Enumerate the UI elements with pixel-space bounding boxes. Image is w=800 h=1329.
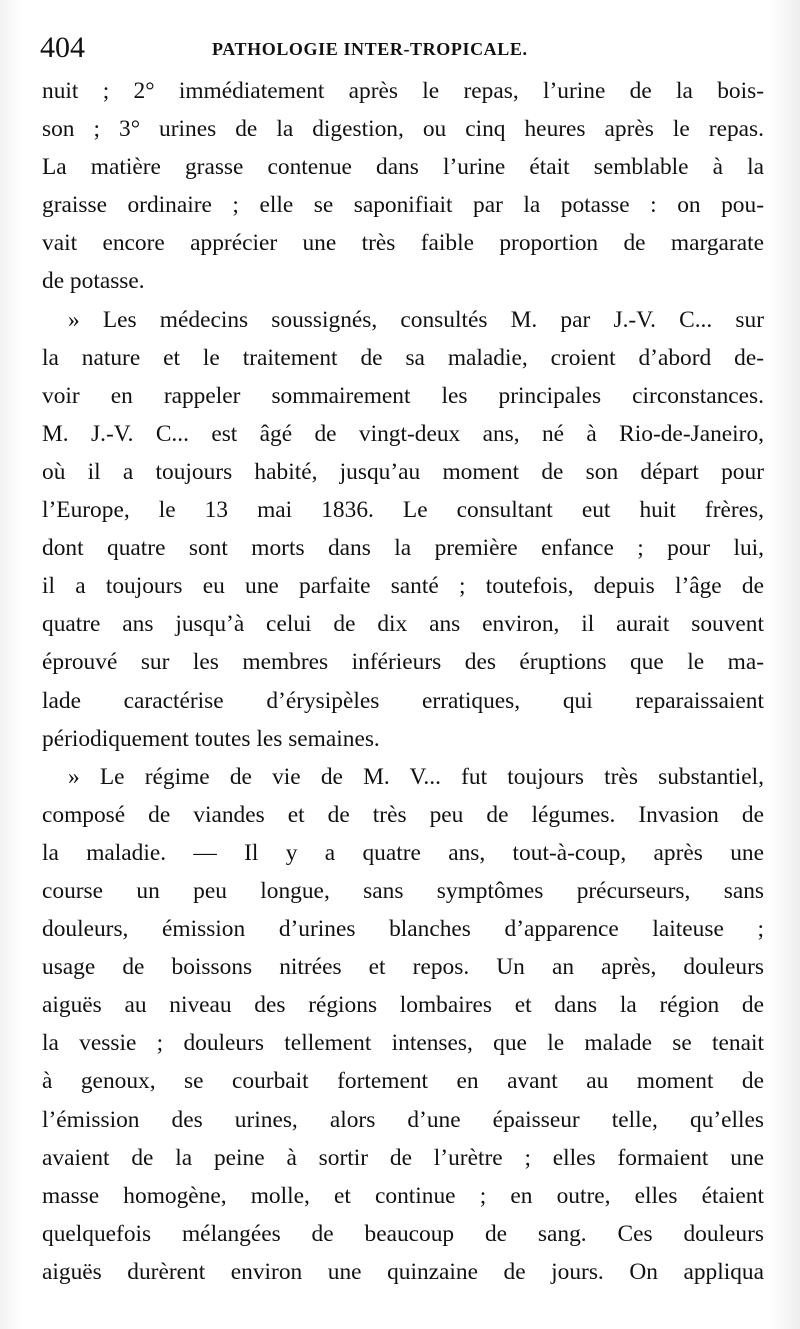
text-line: avaient de la peine à sortir de l’urètre ; elles formaient une — [42, 1144, 764, 1171]
text-line: aiguës durèrent environ une quinzaine de jours. On appliqua — [42, 1258, 764, 1285]
text-line: éprouvé sur les membres inférieurs des éruptions que le ma- — [42, 649, 764, 676]
text-line: voir en rappeler sommairement les principales circonstances. — [42, 382, 764, 409]
text-line: l’émission des urines, alors d’une épaisseur telle, qu’elles — [42, 1106, 764, 1133]
text-line: lade caractérise d’érysipèles erratiques, qui reparaissaient — [42, 687, 764, 714]
text-line: où il a toujours habité, jusqu’au moment de son départ pour — [42, 458, 764, 485]
text-line: il a toujours eu une parfaite santé ; toutefois, depuis l’âge de — [42, 573, 764, 600]
page-number: 404 — [40, 31, 85, 64]
text-line: douleurs, émission d’urines blanches d’apparence laiteuse ; — [42, 916, 764, 943]
text-line: périodiquement toutes les semaines. — [42, 725, 380, 752]
text-line: usage de boissons nitrées et repos. Un an après, douleurs — [42, 954, 764, 981]
text-line: dont quatre sont morts dans la première enfance ; pour lui, — [42, 535, 764, 562]
text-line: graisse ordinaire ; elle se saponifiait par la potasse : on pou- — [42, 192, 764, 219]
text-line: à genoux, se courbait fortement en avant au moment de — [42, 1068, 764, 1095]
text-line: vait encore apprécier une très faible proportion de margarate — [42, 230, 764, 257]
text-line: la nature et le traitement de sa maladie, croient d’abord de- — [42, 344, 764, 371]
body-text — [42, 72, 764, 1291]
text-line: La matière grasse contenue dans l’urine était semblable à la — [42, 154, 764, 181]
text-line: M. J.-V. C... est âgé de vingt-deux ans, né à Rio-de-Janeiro, — [42, 420, 764, 447]
text-line: son ; 3° urines de la digestion, ou cinq heures après le repas. — [42, 116, 764, 143]
text-line: l’Europe, le 13 mai 1836. Le consultant eut huit frères, — [42, 497, 764, 524]
text-line: de potasse. — [42, 268, 145, 295]
text-line: masse homogène, molle, et continue ; en outre, elles étaient — [42, 1182, 764, 1209]
paragraph-start-line: » Les médecins soussignés, consultés M. par J.-V. C... sur — [68, 306, 764, 333]
text-line: quelquefois mélangées de beaucoup de sang. Ces douleurs — [42, 1220, 764, 1247]
text-line: la maladie. — Il y a quatre ans, tout-à-coup, après une — [42, 839, 764, 866]
text-line: composé de viandes et de très peu de légumes. Invasion de — [42, 801, 764, 828]
text-line: quatre ans jusqu’à celui de dix ans environ, il aurait souvent — [42, 611, 764, 638]
text-line: course un peu longue, sans symptômes précurseurs, sans — [42, 877, 764, 904]
text-line: la vessie ; douleurs tellement intenses, que le malade se tenait — [42, 1030, 764, 1057]
running-title: PATHOLOGIE INTER-TROPICALE. — [212, 39, 528, 59]
paragraph-start-line: » Le régime de vie de M. V... fut toujours très substantiel, — [68, 763, 764, 790]
text-line: aiguës au niveau des régions lombaires et dans la région de — [42, 992, 764, 1019]
page-header — [40, 28, 760, 68]
text-line: nuit ; 2° immédiatement après le repas, l’urine de la bois- — [42, 78, 764, 104]
